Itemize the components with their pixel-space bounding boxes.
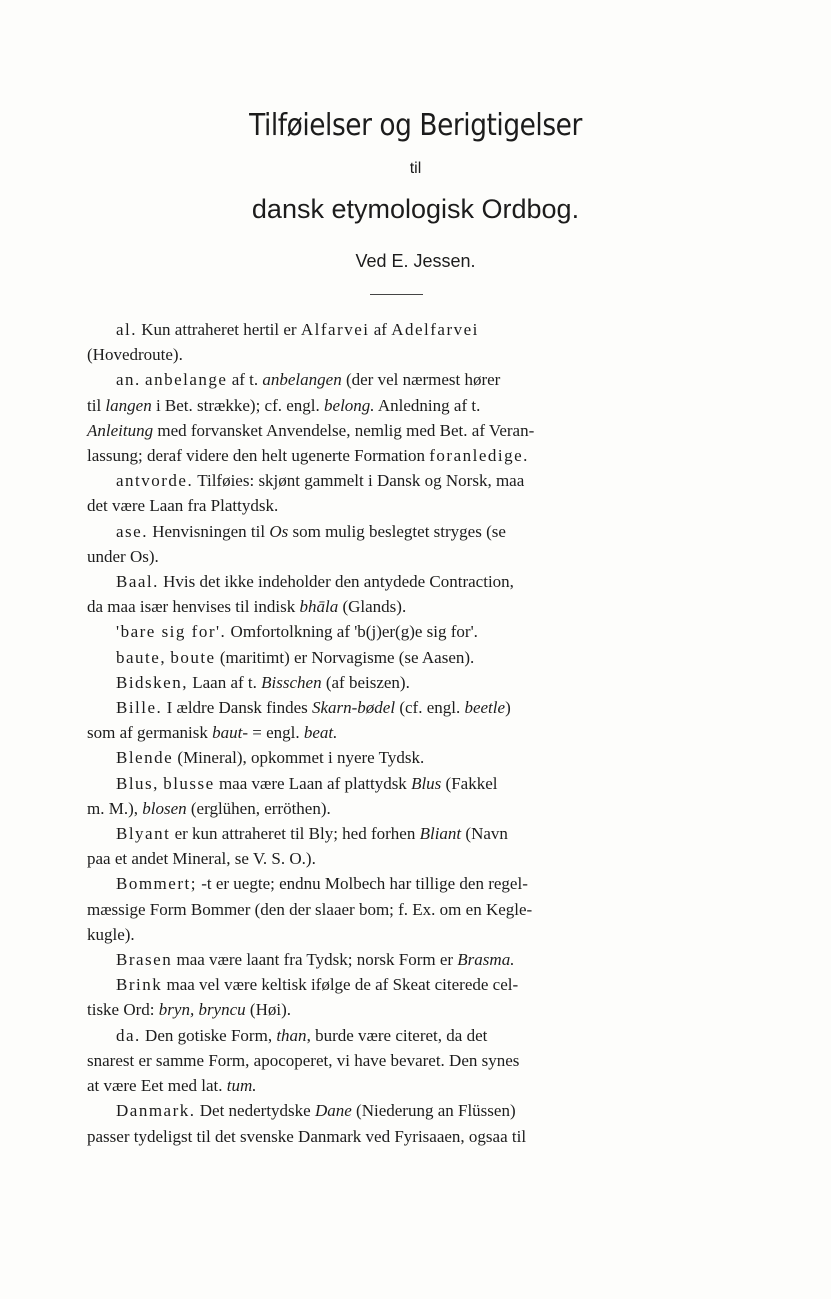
italic-term: bryn, bryncu: [158, 1000, 246, 1020]
dictionary-entry: an. anbelange af t. anbelangen (der vel nærmest hører til langen i Bet. strække); cf. engl. belong. Anledning af t. Anleitung med forvansket Anvendelse, nemlig med Bet. af Veran- lassung; deraf videre den helt ugenerte Formation foranledige.: [87, 370, 535, 466]
entry-headword: Bidsken,: [116, 672, 188, 692]
dictionary-entry: Blyant er kun attraheret til Bly; hed forhen Bliant (Navn paa et andet Mineral, se V. S. O.).: [87, 824, 508, 869]
italic-term: bhāla: [299, 597, 339, 617]
entry-headword: Blus,: [116, 773, 159, 793]
entry-headword: Danmark.: [116, 1101, 196, 1121]
italic-term: tum.: [226, 1076, 257, 1096]
entry-headword: da.: [116, 1025, 141, 1045]
italic-term: Os: [269, 521, 289, 541]
italic-term: langen: [105, 395, 152, 415]
page-title: Tilføielser og Berigtigelser: [249, 108, 582, 143]
italic-term: Skarn-bødel: [311, 698, 396, 718]
entry-headword: Bille.: [116, 698, 163, 718]
entry-headword: Bommert;: [116, 874, 197, 894]
italic-term: Bliant: [419, 824, 462, 844]
spaced-term: boute: [170, 647, 216, 667]
italic-term: Brasma.: [457, 950, 515, 970]
italic-term: anbelangen: [262, 370, 342, 390]
dictionary-entry: al. Kun attraheret hertil er Alfarvei af Adelfarvei (Hovedroute).: [87, 320, 479, 365]
entry-list: [87, 317, 709, 1149]
dictionary-entry: Bille. I ældre Dansk findes Skarn-bødel (cf. engl. beetle) som af germanisk baut- = engl. beat.: [87, 698, 511, 743]
title-divider: [370, 294, 423, 295]
italic-term: Anleitung: [87, 420, 154, 440]
entry-headword: Blyant: [116, 824, 171, 844]
italic-term: beat.: [303, 723, 338, 743]
spaced-term: blusse: [163, 773, 215, 793]
entry-headword: Baal.: [116, 572, 159, 592]
dictionary-entry: da. Den gotiske Form, than, burde være citeret, da det snarest er samme Form, apocoperet, vi have bevaret. Den synes at være Eet med lat. tum.: [87, 1025, 520, 1096]
spaced-term: foranledige.: [429, 446, 529, 466]
spaced-term: Alfarvei: [300, 320, 370, 339]
entry-headword: ase.: [116, 521, 148, 541]
dictionary-entry: baute, boute (maritimt) er Norvagisme (se Aasen).: [116, 647, 475, 667]
italic-term: Bisschen: [261, 672, 322, 692]
author-line: Ved E. Jessen.: [355, 251, 476, 271]
entry-headword: Blende: [116, 748, 174, 768]
entry-headword: Brasen: [116, 950, 173, 970]
dictionary-entry: Bommert; -t er uegte; endnu Molbech har tillige den regel- mæssige Form Bommer (den der slaaer bom; f. Ex. om en Kegle- kugle).: [87, 874, 533, 944]
title-connector: til: [409, 160, 422, 177]
entry-headword: an.: [116, 370, 141, 390]
dictionary-entry: Blus, blusse maa være Laan af plattydsk Blus (Fakkel m. M.), blosen (erglühen, erröthen).: [87, 773, 498, 818]
dictionary-entry: antvorde. Tilføies: skjønt gammelt i Dansk og Norsk, maa det være Laan fra Plattydsk.: [87, 471, 525, 516]
italic-term: belong.: [324, 395, 375, 415]
entry-headword: al.: [116, 320, 138, 339]
italic-term: beetle: [464, 698, 506, 718]
dictionary-entry: 'bare sig for'. Omfortolkning af 'b(j)er(g)e sig for'.: [116, 622, 478, 642]
entry-headword: 'bare sig for'.: [116, 622, 227, 642]
dictionary-entry: Danmark. Det nedertydske Dane (Niederung an Flüssen) passer tydeligst til det svenske Danmark ved Fyrisaaen, ogsaa til: [87, 1101, 527, 1146]
subtitle: dansk etymologisk Ordbog.: [251, 194, 580, 224]
dictionary-entry: Brink maa vel være keltisk ifølge de af Skeat citerede cel- tiske Ord: bryn, bryncu (Høi).: [87, 975, 519, 1020]
entry-headword: baute,: [116, 647, 167, 667]
entry-headword: Brink: [116, 975, 163, 995]
dictionary-entry: Baal. Hvis det ikke indeholder den antydede Contraction, da maa især henvises til indisk bhāla (Glands).: [87, 572, 514, 617]
dictionary-entry: Blende (Mineral), opkommet i nyere Tydsk.: [116, 748, 425, 768]
italic-term: Blus: [411, 773, 442, 793]
dictionary-entry: ase. Henvisningen til Os som mulig beslegtet stryges (se under Os).: [87, 521, 506, 566]
spaced-term: Adelfarvei: [391, 320, 479, 339]
dictionary-entry: Bidsken, Laan af t. Bisschen (af beiszen).: [116, 672, 410, 692]
entry-headword: antvorde.: [116, 471, 194, 491]
dictionary-entry: Brasen maa være laant fra Tydsk; norsk Form er Brasma.: [116, 950, 515, 970]
italic-term: blosen: [142, 798, 187, 818]
italic-term: baut-: [212, 723, 248, 743]
spaced-term: anbelange: [145, 370, 228, 390]
italic-term: Dane: [314, 1101, 352, 1121]
italic-term: than: [276, 1025, 307, 1045]
